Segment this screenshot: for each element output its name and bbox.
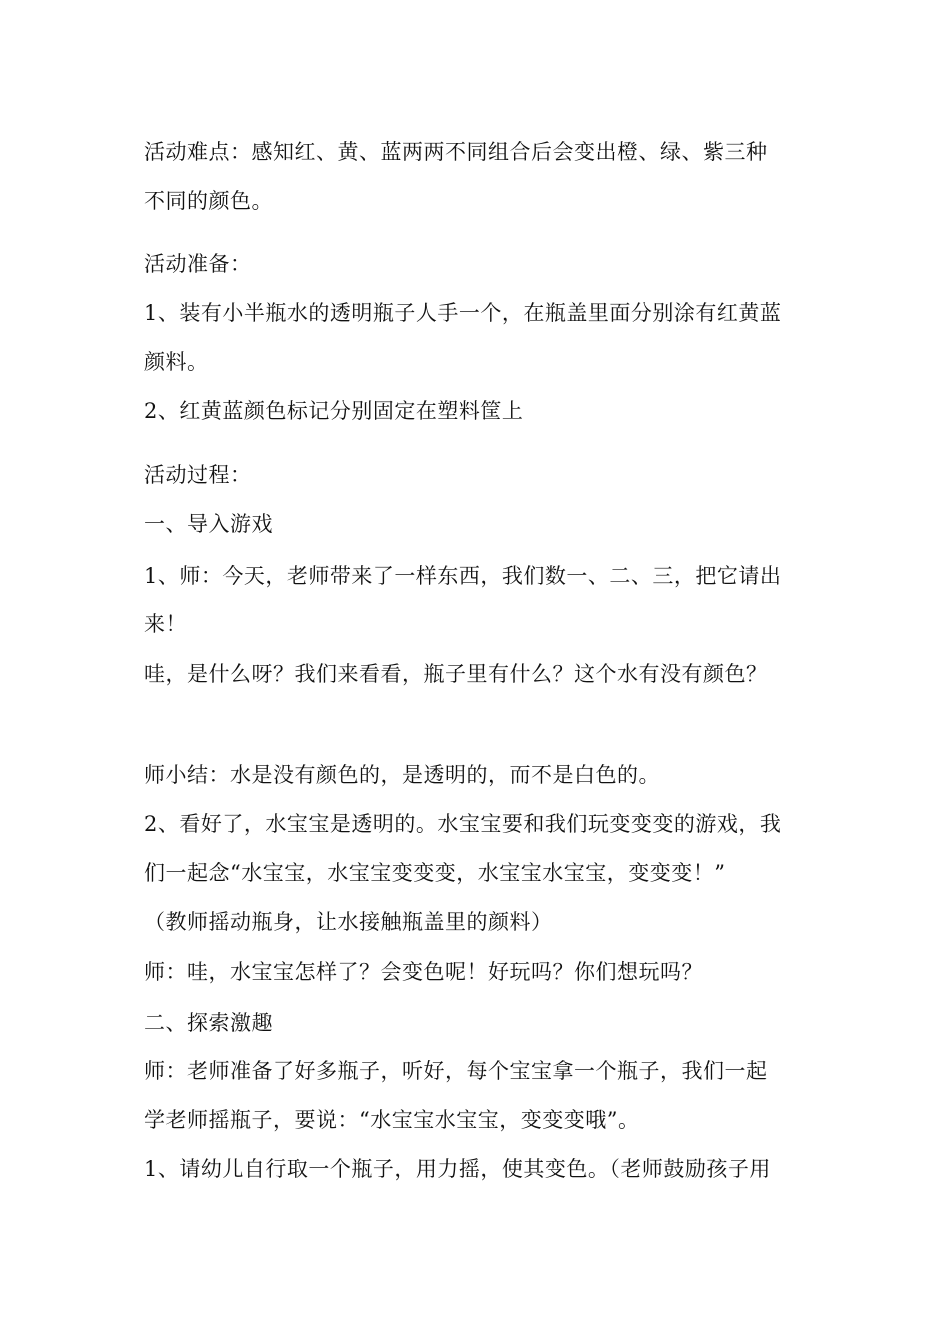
section-heading: 活动过程： [144, 463, 252, 487]
text-line: （教师摇动瓶身，让水接触瓶盖里的颜料） [144, 910, 553, 934]
text-line: 哇，是什么呀？我们来看看，瓶子里有什么？这个水有没有颜色？ [144, 662, 768, 686]
text-line: 来！ [144, 612, 187, 636]
text-line: 们一起念“水宝宝，水宝宝变变变，水宝宝水宝宝，变变变！” [144, 861, 726, 885]
text-line: 1、师：今天，老师带来了一样东西，我们数一、二、三，把它请出 [144, 564, 782, 588]
text-line: 2、红黄蓝颜色标记分别固定在塑料筐上 [144, 399, 524, 423]
text-line: 师：哇，水宝宝怎样了？会变色呢！好玩吗？你们想玩吗？ [144, 960, 703, 984]
text-line: 1、装有小半瓶水的透明瓶子人手一个，在瓶盖里面分别涂有红黄蓝 [144, 301, 782, 325]
subsection-heading: 一、导入游戏 [144, 512, 273, 536]
subsection-heading: 二、探索激趣 [144, 1011, 273, 1035]
text-line: 不同的颜色。 [144, 189, 273, 213]
text-line: 2、看好了，水宝宝是透明的。水宝宝要和我们玩变变变的游戏，我 [144, 812, 782, 836]
text-line: 1、请幼儿自行取一个瓶子，用力摇，使其变色。（老师鼓励孩子用 [144, 1157, 771, 1181]
text-line: 活动难点：感知红、黄、蓝两两不同组合后会变出橙、绿、紫三种 [144, 140, 768, 164]
section-heading: 活动准备： [144, 252, 252, 276]
text-line: 师小结：水是没有颜色的，是透明的，而不是白色的。 [144, 763, 660, 787]
text-line: 师：老师准备了好多瓶子，听好，每个宝宝拿一个瓶子，我们一起 [144, 1059, 768, 1083]
text-line: 学老师摇瓶子，要说：“水宝宝水宝宝，变变变哦”。 [144, 1108, 640, 1132]
text-line: 颜料。 [144, 350, 209, 374]
